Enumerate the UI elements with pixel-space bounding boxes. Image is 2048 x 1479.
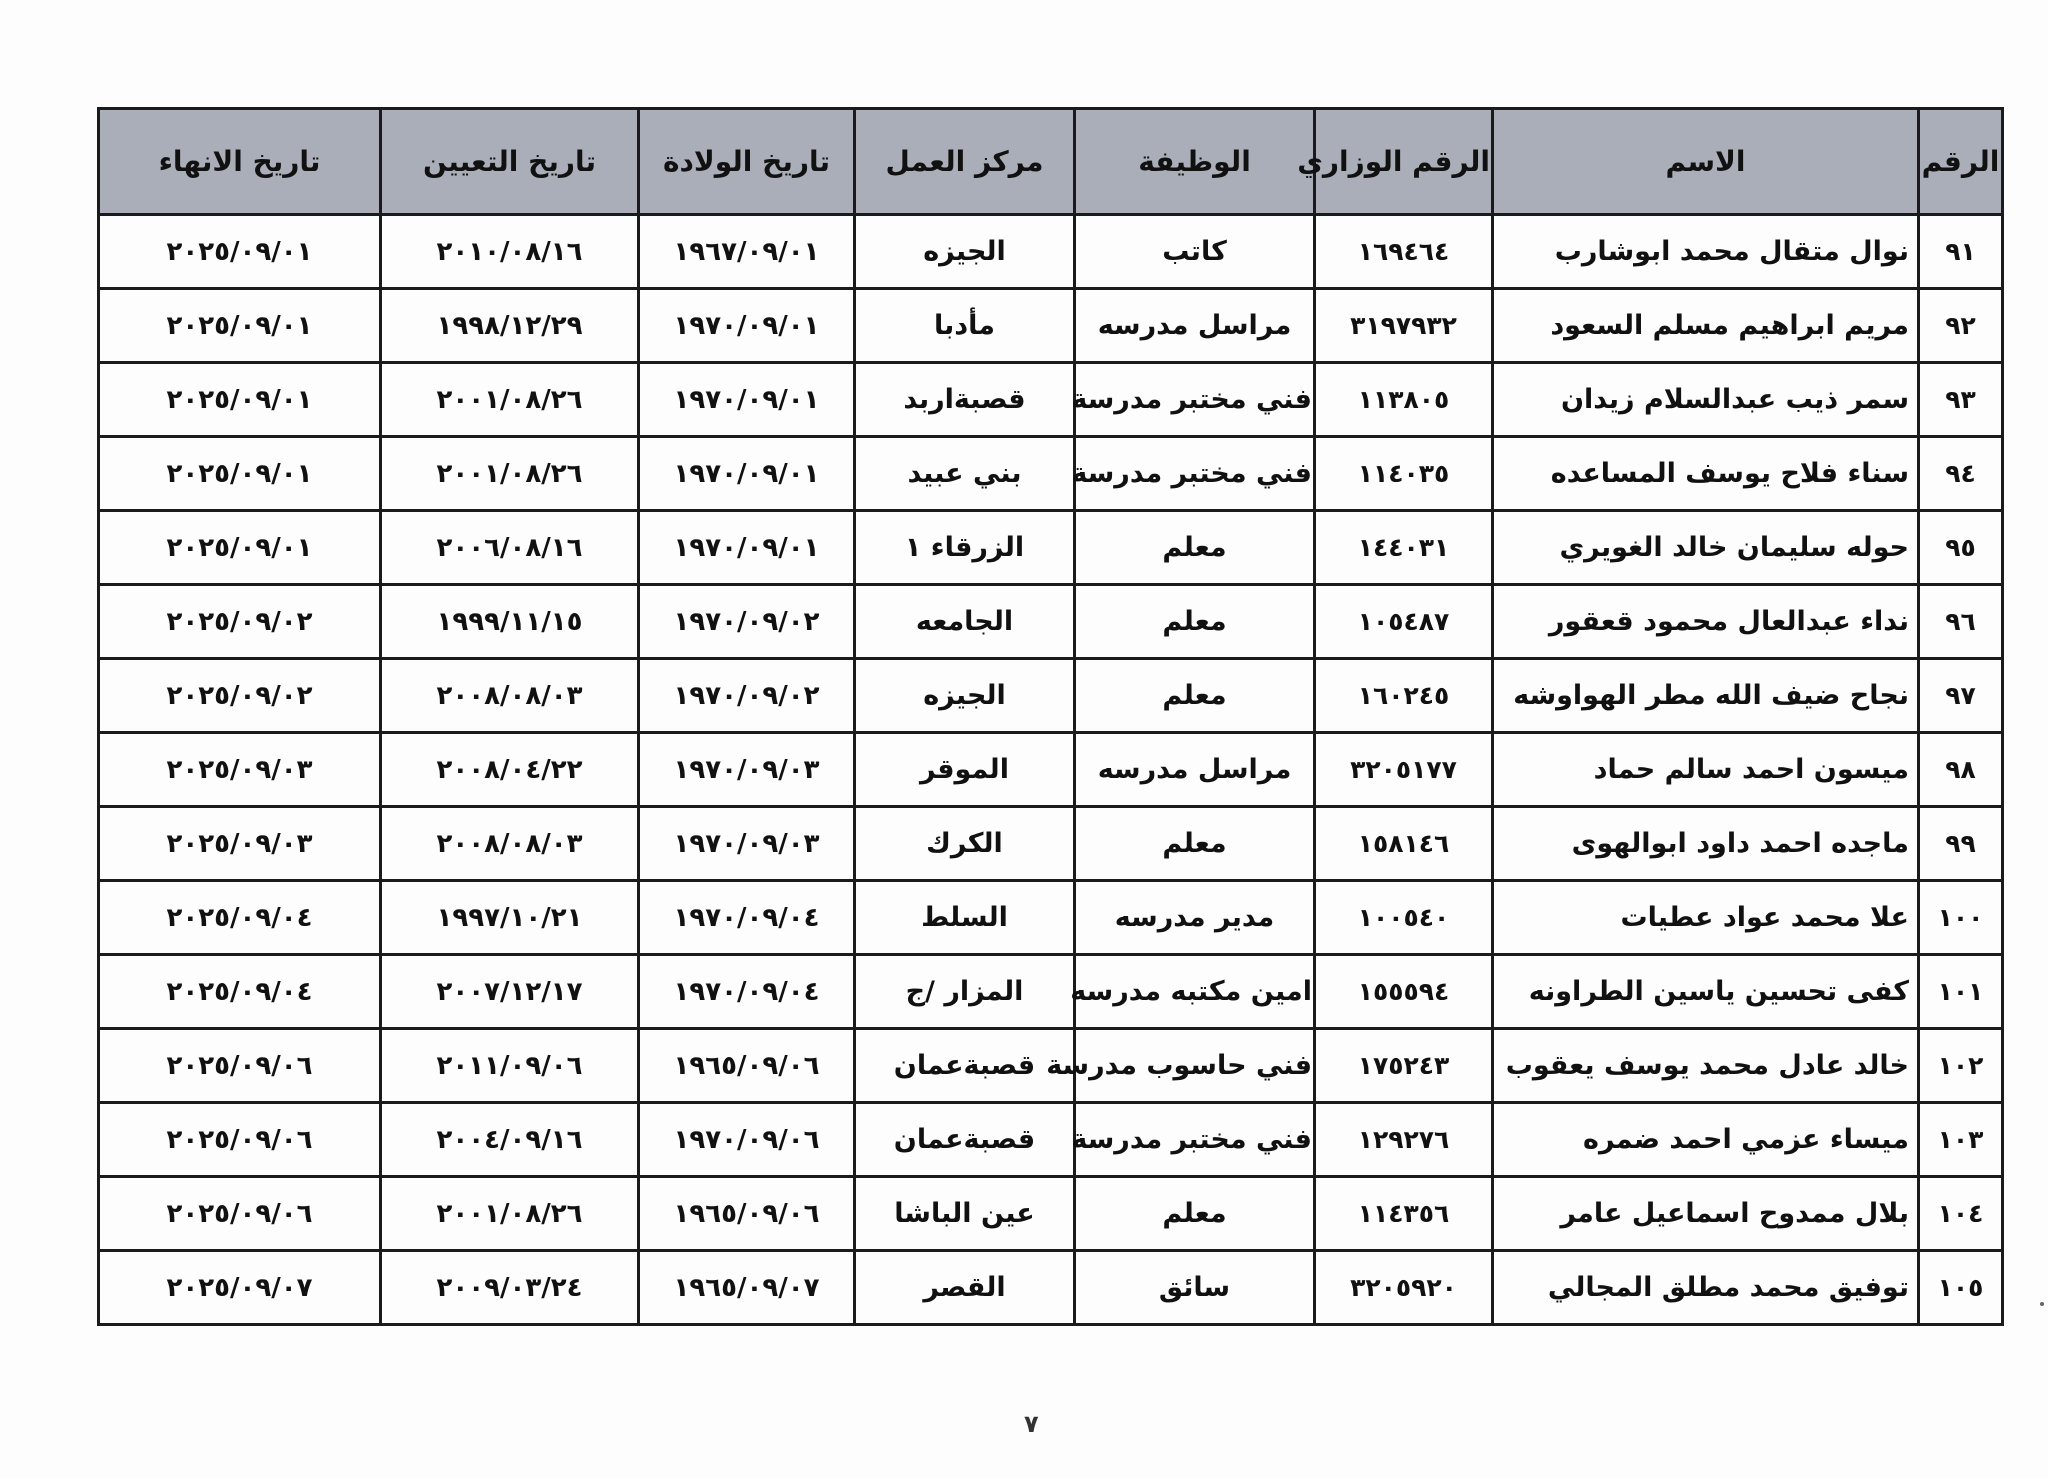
cell-no: ٩١	[1919, 215, 2003, 289]
cell-ministry-no: ١٥٨١٤٦	[1315, 807, 1493, 881]
cell-appointment-date: ٢٠٠٨/٠٨/٠٣	[381, 807, 639, 881]
cell-name: علا محمد عواد عطيات	[1493, 881, 1919, 955]
table-row	[99, 215, 2003, 289]
cell-no: ٩٢	[1919, 289, 2003, 363]
cell-job: فني مختبر مدرسة	[1075, 437, 1315, 511]
header-name: الاسم	[1493, 109, 1919, 215]
cell-name: نجاح ضيف الله مطر الهواوشه	[1493, 659, 1919, 733]
cell-ministry-no: ١٦٩٤٦٤	[1315, 215, 1493, 289]
cell-name: سناء فلاح يوسف المساعده	[1493, 437, 1919, 511]
cell-no: ٩٦	[1919, 585, 2003, 659]
cell-appointment-date: ٢٠١٠/٠٨/١٦	[381, 215, 639, 289]
cell-work-center: الجيزه	[855, 215, 1075, 289]
table-header	[99, 109, 2003, 215]
cell-work-center: السلط	[855, 881, 1075, 955]
cell-job: فني حاسوب مدرسة	[1075, 1029, 1315, 1103]
cell-end-date: ٢٠٢٥/٠٩/٠٦	[99, 1177, 381, 1251]
cell-work-center: قصبةاربد	[855, 363, 1075, 437]
cell-name: كفى تحسين ياسين الطراونه	[1493, 955, 1919, 1029]
cell-no: ٩٣	[1919, 363, 2003, 437]
cell-appointment-date: ٢٠٠١/٠٨/٢٦	[381, 363, 639, 437]
cell-no: ١٠١	[1919, 955, 2003, 1029]
cell-appointment-date: ٢٠٠٨/٠٤/٢٢	[381, 733, 639, 807]
cell-end-date: ٢٠٢٥/٠٩/٠٧	[99, 1251, 381, 1325]
cell-birth-date: ١٩٦٥/٠٩/٠٦	[639, 1177, 855, 1251]
cell-job: معلم	[1075, 659, 1315, 733]
header-job: الوظيفة	[1075, 109, 1315, 215]
cell-no: ٩٤	[1919, 437, 2003, 511]
cell-appointment-date: ٢٠٠١/٠٨/٢٦	[381, 437, 639, 511]
cell-ministry-no: ٣٢٠٥١٧٧	[1315, 733, 1493, 807]
table-row	[99, 1029, 2003, 1103]
cell-birth-date: ١٩٧٠/٠٩/٠١	[639, 289, 855, 363]
cell-end-date: ٢٠٢٥/٠٩/٠٢	[99, 659, 381, 733]
cell-work-center: القصر	[855, 1251, 1075, 1325]
cell-no: ١٠٣	[1919, 1103, 2003, 1177]
table-row	[99, 807, 2003, 881]
table-body	[99, 215, 2003, 1325]
cell-birth-date: ١٩٧٠/٠٩/٠٦	[639, 1103, 855, 1177]
cell-job: معلم	[1075, 1177, 1315, 1251]
table-row	[99, 1251, 2003, 1325]
cell-job: كاتب	[1075, 215, 1315, 289]
retirement-table	[97, 107, 2004, 1326]
cell-job: فني مختبر مدرسة	[1075, 1103, 1315, 1177]
cell-no: ٩٥	[1919, 511, 2003, 585]
cell-birth-date: ١٩٦٥/٠٩/٠٦	[639, 1029, 855, 1103]
cell-ministry-no: ٣٢٠٥٩٢٠	[1315, 1251, 1493, 1325]
cell-birth-date: ١٩٧٠/٠٩/٠٤	[639, 881, 855, 955]
cell-ministry-no: ٣١٩٧٩٣٢	[1315, 289, 1493, 363]
cell-no: ١٠٥	[1919, 1251, 2003, 1325]
table-row	[99, 1177, 2003, 1251]
page-number: ٧	[1024, 1410, 1039, 1438]
cell-birth-date: ١٩٧٠/٠٩/٠٢	[639, 659, 855, 733]
cell-name: مريم ابراهيم مسلم السعود	[1493, 289, 1919, 363]
cell-name: توفيق محمد مطلق المجالي	[1493, 1251, 1919, 1325]
cell-birth-date: ١٩٧٠/٠٩/٠١	[639, 511, 855, 585]
header-ministry-no: الرقم الوزاري	[1315, 109, 1493, 215]
cell-ministry-no: ١٠٠٥٤٠	[1315, 881, 1493, 955]
cell-job: مراسل مدرسه	[1075, 289, 1315, 363]
cell-ministry-no: ١٠٥٤٨٧	[1315, 585, 1493, 659]
cell-ministry-no: ١٧٥٢٤٣	[1315, 1029, 1493, 1103]
cell-work-center: قصبةعمان	[855, 1029, 1075, 1103]
cell-work-center: الجامعه	[855, 585, 1075, 659]
cell-name: بلال ممدوح اسماعيل عامر	[1493, 1177, 1919, 1251]
cell-end-date: ٢٠٢٥/٠٩/٠١	[99, 511, 381, 585]
cell-end-date: ٢٠٢٥/٠٩/٠١	[99, 289, 381, 363]
cell-no: ٩٩	[1919, 807, 2003, 881]
cell-job: سائق	[1075, 1251, 1315, 1325]
cell-no: ٩٨	[1919, 733, 2003, 807]
cell-work-center: الموقر	[855, 733, 1075, 807]
cell-job: معلم	[1075, 807, 1315, 881]
cell-end-date: ٢٠٢٥/٠٩/٠١	[99, 215, 381, 289]
cell-no: ١٠٢	[1919, 1029, 2003, 1103]
table-row	[99, 881, 2003, 955]
cell-no: ١٠٤	[1919, 1177, 2003, 1251]
cell-end-date: ٢٠٢٥/٠٩/٠٦	[99, 1103, 381, 1177]
table-row	[99, 585, 2003, 659]
table-row	[99, 733, 2003, 807]
cell-appointment-date: ٢٠٠١/٠٨/٢٦	[381, 1177, 639, 1251]
cell-work-center: الكرك	[855, 807, 1075, 881]
cell-end-date: ٢٠٢٥/٠٩/٠٣	[99, 807, 381, 881]
cell-name: نداء عبدالعال محمود قعقور	[1493, 585, 1919, 659]
cell-name: سمر ذيب عبدالسلام زيدان	[1493, 363, 1919, 437]
cell-birth-date: ١٩٦٥/٠٩/٠٧	[639, 1251, 855, 1325]
table-row	[99, 659, 2003, 733]
cell-job: معلم	[1075, 585, 1315, 659]
cell-end-date: ٢٠٢٥/٠٩/٠٤	[99, 881, 381, 955]
cell-end-date: ٢٠٢٥/٠٩/٠١	[99, 363, 381, 437]
cell-ministry-no: ١١٣٨٠٥	[1315, 363, 1493, 437]
cell-end-date: ٢٠٢٥/٠٩/٠١	[99, 437, 381, 511]
cell-end-date: ٢٠٢٥/٠٩/٠٤	[99, 955, 381, 1029]
cell-ministry-no: ١١٤٠٣٥	[1315, 437, 1493, 511]
cell-appointment-date: ٢٠٠٩/٠٣/٢٤	[381, 1251, 639, 1325]
cell-work-center: مأدبا	[855, 289, 1075, 363]
cell-name: خالد عادل محمد يوسف يعقوب	[1493, 1029, 1919, 1103]
table-row	[99, 363, 2003, 437]
cell-ministry-no: ١٥٥٥٩٤	[1315, 955, 1493, 1029]
cell-name: ماجده احمد داود ابوالهوى	[1493, 807, 1919, 881]
cell-ministry-no: ١٦٠٢٤٥	[1315, 659, 1493, 733]
cell-appointment-date: ٢٠٠٨/٠٨/٠٣	[381, 659, 639, 733]
cell-name: حوله سليمان خالد الغويري	[1493, 511, 1919, 585]
cell-work-center: عين الباشا	[855, 1177, 1075, 1251]
table-row	[99, 289, 2003, 363]
cell-ministry-no: ١٤٤٠٣١	[1315, 511, 1493, 585]
cell-job: فني مختبر مدرسة	[1075, 363, 1315, 437]
cell-name: ميساء عزمي احمد ضمره	[1493, 1103, 1919, 1177]
cell-birth-date: ١٩٧٠/٠٩/٠١	[639, 437, 855, 511]
cell-appointment-date: ٢٠٠٧/١٢/١٧	[381, 955, 639, 1029]
header-row	[99, 109, 2003, 215]
cell-ministry-no: ١٢٩٢٧٦	[1315, 1103, 1493, 1177]
cell-appointment-date: ٢٠١١/٠٩/٠٦	[381, 1029, 639, 1103]
cell-appointment-date: ١٩٩٨/١٢/٢٩	[381, 289, 639, 363]
cell-work-center: قصبةعمان	[855, 1103, 1075, 1177]
cell-birth-date: ١٩٧٠/٠٩/٠٣	[639, 807, 855, 881]
cell-birth-date: ١٩٧٠/٠٩/٠١	[639, 363, 855, 437]
cell-job: امين مكتبه مدرسه	[1075, 955, 1315, 1029]
cell-job: مدير مدرسه	[1075, 881, 1315, 955]
cell-job: معلم	[1075, 511, 1315, 585]
header-no: الرقم	[1919, 109, 2003, 215]
cell-name: نوال متقال محمد ابوشارب	[1493, 215, 1919, 289]
cell-job: مراسل مدرسه	[1075, 733, 1315, 807]
cell-appointment-date: ٢٠٠٦/٠٨/١٦	[381, 511, 639, 585]
table-row	[99, 437, 2003, 511]
cell-birth-date: ١٩٧٠/٠٩/٠٣	[639, 733, 855, 807]
cell-work-center: بني عبيد	[855, 437, 1075, 511]
cell-work-center: الزرقاء ١	[855, 511, 1075, 585]
cell-end-date: ٢٠٢٥/٠٩/٠٢	[99, 585, 381, 659]
cell-birth-date: ١٩٧٠/٠٩/٠٢	[639, 585, 855, 659]
cell-appointment-date: ٢٠٠٤/٠٩/١٦	[381, 1103, 639, 1177]
cell-end-date: ٢٠٢٥/٠٩/٠٦	[99, 1029, 381, 1103]
cell-no: ١٠٠	[1919, 881, 2003, 955]
cell-name: ميسون احمد سالم حماد	[1493, 733, 1919, 807]
cell-work-center: الجيزه	[855, 659, 1075, 733]
cell-no: ٩٧	[1919, 659, 2003, 733]
cell-appointment-date: ١٩٩٧/١٠/٢١	[381, 881, 639, 955]
cell-end-date: ٢٠٢٥/٠٩/٠٣	[99, 733, 381, 807]
cell-work-center: المزار /ج	[855, 955, 1075, 1029]
header-work-center: مركز العمل	[855, 109, 1075, 215]
cell-birth-date: ١٩٦٧/٠٩/٠١	[639, 215, 855, 289]
header-end-date: تاريخ الانهاء	[99, 109, 381, 215]
retirement-table-container	[97, 107, 2001, 1326]
table-row	[99, 1103, 2003, 1177]
scan-speck	[2040, 1302, 2044, 1306]
table-row	[99, 955, 2003, 1029]
header-birth-date: تاريخ الولادة	[639, 109, 855, 215]
cell-ministry-no: ١١٤٣٥٦	[1315, 1177, 1493, 1251]
cell-appointment-date: ١٩٩٩/١١/١٥	[381, 585, 639, 659]
table-row	[99, 511, 2003, 585]
header-appointment-date: تاريخ التعيين	[381, 109, 639, 215]
cell-birth-date: ١٩٧٠/٠٩/٠٤	[639, 955, 855, 1029]
